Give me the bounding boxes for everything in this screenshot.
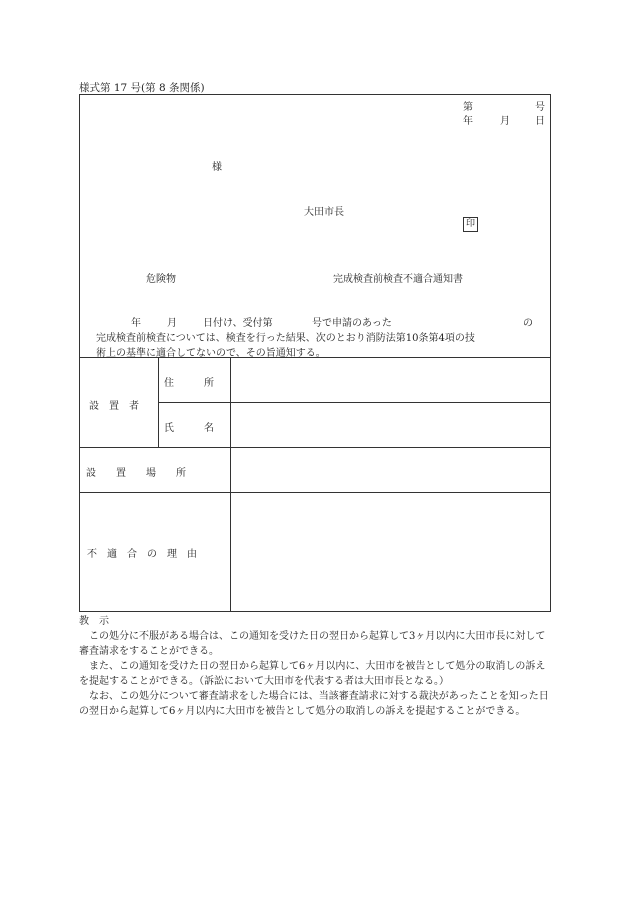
addressee-honorific: 様 (212, 162, 222, 173)
body-month: 月 (167, 318, 177, 329)
row-divider-installer (79, 447, 551, 448)
notice-heading: 教 示 (79, 616, 109, 627)
notice-paragraph-2: また、この通知を受けた日の翌日から起算して6ヶ月以内に、大田市を被告として処分の取消しの訴えを提起することができる。（訴訟において大田市を代表する者は大田市長となる。） (79, 661, 546, 687)
column-divider-inner (158, 357, 159, 447)
form-number-title: 様式第 17 号(第 8 条関係) (79, 82, 205, 94)
body-day-receipt: 日付け、受付第 (203, 318, 273, 329)
date-month-label: 月 (500, 116, 510, 127)
body-line-3: 術上の基準に適合してないので、その旨通知する。 (96, 348, 326, 359)
body-line-2: 完成検査前検査については、検査を行った結果、次のとおり消防法第10条第4項の技 (96, 333, 475, 344)
seal-mark: 印 (463, 217, 478, 232)
date-day-label: 日 (535, 116, 545, 127)
body-year: 年 (131, 318, 141, 329)
label-reason: 不 適 合 の 理 由 (87, 549, 197, 560)
issuer-mayor: 大田市長 (304, 207, 344, 218)
label-installer: 設 置 者 (89, 401, 139, 412)
number-suffix: 号 (535, 102, 545, 113)
label-name: 氏 名 (164, 423, 214, 434)
notice-paragraph-1: この処分に不服がある場合は、この通知を受けた日の翌日から起算して3ヶ月以内に大田市長に対して審査請求をすることができる。 (79, 631, 546, 657)
date-year-label: 年 (463, 116, 473, 127)
doc-title-right: 完成検査前検査不適合通知書 (333, 274, 463, 285)
doc-title-left: 危険物 (146, 274, 176, 285)
body-no: の (523, 318, 533, 329)
row-divider-address (158, 402, 551, 403)
notice-paragraph-3: なお、この処分について審査請求をした場合には、当該審査請求に対する裁決があったことを知った日の翌日から起算して6ヶ月以内に大田市を被告として処分の取消しの訴えを提起することができる。 (79, 691, 549, 717)
number-prefix: 第 (463, 102, 473, 113)
row-divider-location (79, 492, 551, 493)
column-divider-value (230, 357, 231, 612)
label-location: 設 置 場 所 (86, 468, 186, 479)
label-address: 住 所 (164, 378, 214, 389)
appeal-notice (79, 614, 552, 719)
body-application: 号で申請のあった (312, 318, 392, 329)
table-top-line (79, 357, 551, 358)
